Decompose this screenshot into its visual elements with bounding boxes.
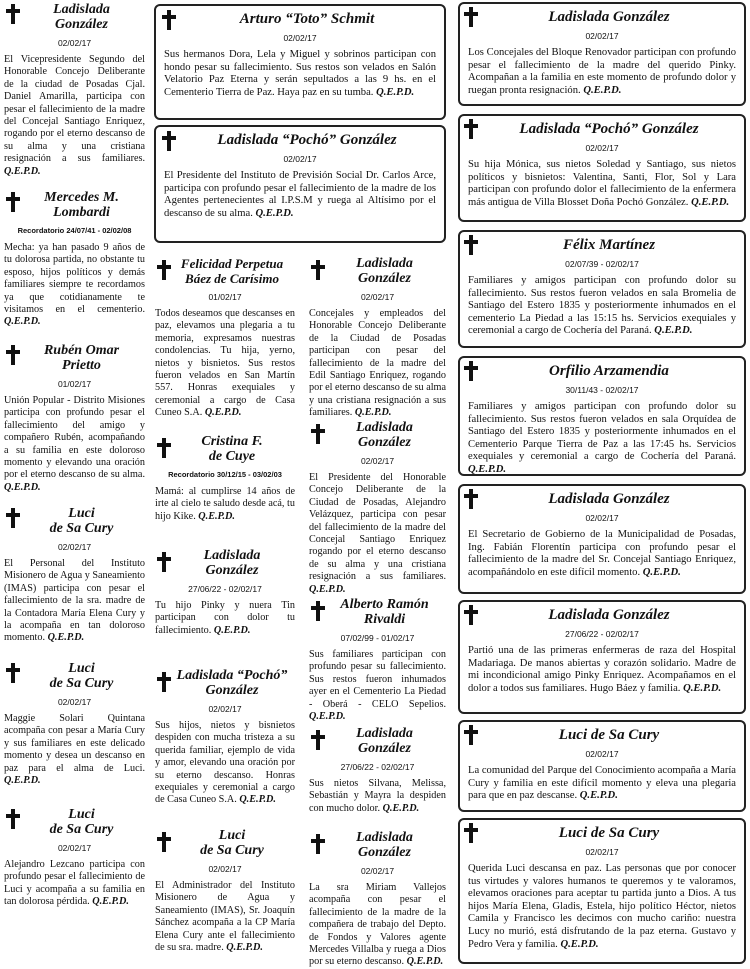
notice-signoff: Q.E.P.D. bbox=[239, 794, 276, 806]
notice-date: 27/06/22 - 02/02/17 bbox=[188, 584, 262, 594]
notice-name: Ladislada “Pochó” González bbox=[176, 668, 288, 698]
obituary-notice bbox=[309, 597, 446, 723]
cross-icon bbox=[311, 730, 325, 750]
obituary-notice bbox=[155, 668, 295, 807]
obituary-notice-boxed bbox=[458, 600, 746, 714]
notice-text bbox=[155, 880, 295, 954]
notice-text bbox=[4, 395, 145, 494]
notice-date: 02/02/17 bbox=[57, 542, 92, 552]
obituary-notice bbox=[4, 807, 145, 909]
notice-name: Orfilio Arzamendia bbox=[549, 363, 669, 379]
cross-icon bbox=[464, 823, 478, 843]
notice-name: Felicidad Perpetua Báez de Carísimo bbox=[180, 256, 284, 286]
notice-text bbox=[155, 308, 295, 420]
notice-text bbox=[309, 308, 446, 420]
notice-text bbox=[4, 713, 145, 787]
notice-signoff: Q.E.P.D. bbox=[47, 632, 85, 644]
notice-body: Todos deseamos que descanses en paz, elevamos una plegaria a tu memoria, expresamos nuestras condolencias. Tu hija, yerno, nietos y bisnietos. Sus restos fueron velados en San Martín 557. Honras exequiales y ceremonial a cargo de Casa Cuneo S.A. bbox=[155, 308, 295, 419]
notice-name: Ladislada González bbox=[356, 420, 413, 450]
notice-date: 02/02/17 bbox=[360, 866, 395, 876]
notice-signoff: Q.E.P.D. bbox=[255, 207, 294, 219]
notice-text bbox=[309, 472, 446, 596]
cross-icon bbox=[157, 832, 171, 852]
notice-body: Querida Luci descansa en paz. Las personas que por conocer tus virtudes y valores humanos te queremos y te valoramos, elevamos oraciones para aceptar tu partida junto a Dios. A tus hijos María Elena, Gladis, Estela, hijo político Héctor, nietos Camila y Francisco les decimos con mucho cariño: nuestra Lucy no murió, está disfrutando de la paz eterna. Gustavo y Pedro Vera y familia. bbox=[468, 863, 736, 950]
notice-signoff: Q.E.P.D. bbox=[583, 84, 622, 96]
notice-date: 02/02/17 bbox=[585, 143, 619, 153]
notice-text bbox=[4, 242, 145, 329]
notice-body: El Personal del Instituto Misionero de Agua y Saneamiento (IMAS) participa con pesar el fallecimiento de la sra. madre de la Contadora María Elena Cury y la acompaña en tan doloroso momento. bbox=[4, 558, 145, 644]
cross-icon bbox=[162, 10, 176, 30]
notice-name: Luci de Sa Cury bbox=[558, 825, 660, 841]
notice-text bbox=[468, 47, 736, 97]
notice-text bbox=[4, 558, 145, 645]
notice-date: 02/02/17 bbox=[585, 31, 619, 41]
obituary-notice bbox=[155, 256, 295, 420]
notice-body: El Administrador del Instituto Misionero de Agua y Saneamiento (IMAS), Sr. Joaquín Sánchez acompaña a la CP María Elena Cury ante el fallecimiento de su sra. madre. bbox=[155, 880, 295, 954]
notice-name: Cristina F. de Cuye bbox=[201, 434, 263, 464]
cross-icon bbox=[311, 424, 325, 444]
obituary-notice-boxed bbox=[458, 720, 746, 812]
obituary-notice-boxed bbox=[458, 818, 746, 964]
notice-body: El Presidente del Honorable Concejo Deliberante de la Ciudad de Posadas, Alejandro Velázquez, participa con pesar del fallecimiento de la madre del Concejal Santiago Enriquez rogando por el eterno descanso de su alma y una cristiana resignación a sus familiares. bbox=[309, 472, 446, 583]
obituary-notice-boxed bbox=[458, 230, 746, 348]
obituary-notice bbox=[4, 190, 145, 329]
obituary-notice bbox=[155, 828, 295, 954]
obituary-notice bbox=[309, 256, 446, 420]
notice-body: Alejandro Lezcano participa con profundo pesar el fallecimiento de Luci y acompaña a su familia en tan dolorosa pérdida. bbox=[4, 859, 145, 908]
obituary-notice-boxed bbox=[154, 4, 446, 120]
notice-signoff: Q.E.P.D. bbox=[376, 86, 415, 98]
notice-body: Mamá: al cumplirse 14 años de irte al cielo te saludo desde acá, tu hijo Kike. bbox=[155, 486, 295, 522]
notice-body: Sus hijos, nietos y bisnietos despiden con mucha tristeza a su querida familiar, ejemplo de vida y amor, elevando una oración por su eterno descanso. Honras exequiales y ceremonial a cargo de Casa Cuneo S.A. bbox=[155, 720, 295, 806]
notice-date: 02/02/17 bbox=[208, 864, 242, 874]
cross-icon bbox=[464, 119, 478, 139]
notice-name: Luci de Sa Cury bbox=[558, 727, 660, 743]
notice-date: 01/02/17 bbox=[208, 292, 242, 302]
notice-text bbox=[164, 170, 436, 220]
cross-icon bbox=[6, 809, 20, 829]
notice-text bbox=[468, 159, 736, 209]
notice-signoff: Q.E.P.D. bbox=[226, 942, 263, 954]
notice-text bbox=[164, 49, 436, 99]
notice-name: Ladislada González bbox=[356, 830, 413, 860]
notice-name: Ladislada González bbox=[548, 9, 670, 25]
notice-name: Ladislada “Pochó” González bbox=[217, 132, 397, 148]
notice-signoff: Q.E.P.D. bbox=[683, 682, 722, 694]
notice-body: Tu hijo Pinky y nuera Tin participan con dolor tu fallecimiento. bbox=[155, 600, 295, 636]
notice-signoff: Q.E.P.D. bbox=[654, 325, 693, 337]
notice-body: Sus familiares participan con profundo pesar su fallecimiento. Sus restos fueron inhumados ayer en el Cementerio La Piedad - Oberá - CELO Sepelios. bbox=[309, 649, 446, 710]
notice-name: Ladislada González bbox=[356, 726, 413, 756]
notice-signoff: Q.E.P.D. bbox=[354, 407, 392, 419]
notice-body: Familiares y amigos participan con profundo dolor su fallecimiento. Sus restos fueron velados en sala Bromelia de Santiago del Estero 1835 y posteriormente inhumados en el cementerio La Piedad a las 15:15 hs. Servicios exequiales y ceremonial a cargo de Cochería del Paraná. bbox=[468, 275, 736, 337]
obituary-notice-boxed bbox=[458, 114, 746, 222]
obituary-notice bbox=[309, 830, 446, 969]
notice-body: Partió una de las primeras enfermeras de raza del Hospital Madariaga. De manos abiertas y corazón solidario. Madre de mi incondicional amigo Pinky Enriquez. Acompañamos en el dolor a todos sus familiares. Hugo Báez y familia. bbox=[468, 645, 736, 694]
notice-date: 02/02/17 bbox=[283, 154, 317, 164]
notice-signoff: Q.E.P.D. bbox=[309, 583, 346, 595]
obituary-notice bbox=[4, 506, 145, 645]
notice-signoff: Q.E.P.D. bbox=[579, 790, 618, 802]
notice-date: 02/02/17 bbox=[208, 704, 242, 714]
notice-signoff: Q.E.P.D. bbox=[468, 463, 507, 475]
notice-date: 02/02/17 bbox=[585, 749, 619, 759]
notice-date: 02/02/17 bbox=[57, 697, 92, 707]
obituary-notice bbox=[4, 343, 145, 494]
notice-body: Su hija Mónica, sus nietos Soledad y Santiago, sus nietos políticos y bisnietos: Valentina, Santi, Flor, Sol y Lara participan con profundo dolor el fallecimiento de la enfermera más antigua de Villa Blosset Doña Pochó González. bbox=[468, 159, 736, 208]
obituary-notice-boxed bbox=[458, 356, 746, 476]
notice-date: 02/02/17 bbox=[57, 843, 92, 853]
cross-icon bbox=[6, 508, 20, 528]
obituary-notice bbox=[155, 548, 295, 637]
obituary-notice bbox=[4, 661, 145, 787]
notice-name: Ladislada “Pochó” González bbox=[519, 121, 699, 137]
notice-name: Ladislada González bbox=[548, 607, 670, 623]
notice-date: 02/02/17 bbox=[283, 33, 317, 43]
notice-signoff: Q.E.P.D. bbox=[4, 316, 41, 328]
notice-date: 02/02/17 bbox=[360, 292, 395, 302]
obituary-notice bbox=[309, 420, 446, 596]
notice-body: Sus hermanos Dora, Lela y Miguel y sobrinos participan con hondo pesar su fallecimiento. Sus restos son velados en Salón Velatorio Paz Eterna y serán sepultados a las 9 hs. en el Cementerio Tierra de Paz. Haya paz en su tumba. bbox=[164, 49, 436, 98]
notice-body: El Vicepresidente Segundo del Honorable Concejo Deliberante de la ciudad de Posadas Cjal. Daniel Amarilla, participa con pesar el fallecimiento de la madre del Concejal Santiago Enriquez, rogando por el eterno descanso de su alma y una cristiana resignación a sus familiares. bbox=[4, 54, 145, 165]
notice-name: Rubén Omar Prietto bbox=[43, 343, 120, 373]
cross-icon bbox=[6, 192, 20, 212]
notice-signoff: Q.E.P.D. bbox=[406, 956, 444, 968]
obituary-notice bbox=[309, 726, 446, 815]
notice-body: Sus nietos Silvana, Melissa, Sebastián y Mayra la despiden con mucho dolor. bbox=[309, 778, 446, 814]
notice-body: Concejales y empleados del Honorable Concejo Deliberante de la Ciudad de Posadas participan con pesar del fallecimiento de la madre del Edil Santiago Enriquez, rogando por el eterno descanso de su alma y una cristiana resignación a sus familiares. bbox=[309, 308, 446, 419]
cross-icon bbox=[311, 260, 325, 280]
obituary-notice-boxed bbox=[458, 2, 746, 106]
notice-text bbox=[309, 649, 446, 723]
notice-text bbox=[468, 275, 736, 338]
cross-icon bbox=[157, 260, 171, 280]
notice-text bbox=[468, 401, 736, 477]
notice-name: Ladislada González bbox=[548, 491, 670, 507]
notice-name: Luci de Sa Cury bbox=[200, 828, 264, 858]
notice-signoff: Q.E.P.D. bbox=[560, 938, 599, 950]
obituary-notice-boxed bbox=[458, 484, 746, 594]
notice-text bbox=[4, 859, 145, 909]
cross-icon bbox=[464, 7, 478, 27]
notice-text bbox=[309, 882, 446, 969]
notice-body: Maggie Solari Quintana acompaña con pesar a María Cury y sus familiares en este delicado momento y desea un descanso en paz para el alma de Luci. bbox=[4, 713, 145, 774]
cross-icon bbox=[464, 235, 478, 255]
cross-icon bbox=[157, 438, 171, 458]
obituary-notice-boxed bbox=[154, 125, 446, 243]
notice-date: 02/02/17 bbox=[360, 456, 395, 466]
cross-icon bbox=[162, 131, 176, 151]
notice-body: La comunidad del Parque del Conocimiento acompaña a María Cury y familia en este difícil momento y eleva una plegaria para que en paz descanse. bbox=[468, 765, 736, 802]
notice-body: El Secretario de Gobierno de la Municipalidad de Posadas, Ing. Fabián Florentín participa con profundo pesar el fallecimiento de la madre del Sr. Concejal Santiago Enriquez, acompañándolo en este difícil momento. bbox=[468, 529, 736, 578]
cross-icon bbox=[6, 345, 20, 365]
cross-icon bbox=[311, 834, 325, 854]
notice-name: Ladislada González bbox=[53, 2, 110, 32]
notice-name: Arturo “Toto” Schmit bbox=[239, 11, 375, 27]
notice-signoff: Q.E.P.D. bbox=[198, 510, 235, 522]
notice-date: 01/02/17 bbox=[57, 379, 92, 389]
cross-icon bbox=[464, 605, 478, 625]
notice-text bbox=[468, 529, 736, 579]
notice-signoff: Q.E.P.D. bbox=[92, 896, 129, 908]
notice-signoff: Q.E.P.D. bbox=[204, 407, 242, 419]
notice-name: Luci de Sa Cury bbox=[49, 661, 114, 691]
notice-text bbox=[155, 600, 295, 637]
notice-body: El Presidente del Instituto de Previsión Social Dr. Carlos Arce, participa con profundo pesar el fallecimiento de la madre de los Agentes pertenecientes al I.P.S.M y ruega al Altísimo por el descanso de su alma. bbox=[164, 170, 436, 219]
notice-signoff: Q.E.P.D. bbox=[4, 165, 41, 177]
notice-signoff: Q.E.P.D. bbox=[382, 802, 420, 814]
notice-body: Los Concejales del Bloque Renovador participan con profundo pesar el fallecimiento de la madre del querido Pinky. Acompañan a la familia en este momento de profundo dolor y ruegan pronta resignación. bbox=[468, 47, 736, 96]
notice-date: Recordatorio 30/12/15 - 03/02/03 bbox=[168, 470, 282, 479]
notice-name: Luci de Sa Cury bbox=[49, 807, 114, 837]
notice-date: 02/02/17 bbox=[585, 513, 619, 523]
notice-date: 07/02/99 - 01/02/17 bbox=[340, 633, 415, 643]
notice-signoff: Q.E.P.D. bbox=[4, 481, 41, 493]
notice-date: 02/02/17 bbox=[57, 38, 92, 48]
notice-date: 30/11/43 - 02/02/17 bbox=[565, 385, 639, 395]
notice-text bbox=[468, 765, 736, 803]
notice-date: 27/06/22 - 02/02/17 bbox=[565, 629, 639, 639]
cross-icon bbox=[464, 361, 478, 381]
notice-text bbox=[468, 645, 736, 695]
notice-name: Ladislada González bbox=[356, 256, 413, 286]
notice-signoff: Q.E.P.D. bbox=[4, 775, 41, 787]
notice-body: La sra Miriam Vallejos acompaña con pesar el fallecimiento de la madre de la compañera de trabajo del Depto. de Fondos y Valores agente Mercedes Villalba y ruega a Dios por su eterno descanso. bbox=[309, 882, 446, 968]
notice-date: 02/02/17 bbox=[585, 847, 619, 857]
notice-body: Familiares y amigos participan con profundo dolor su fallecimiento. Sus restos fueron velados en sala Orquídea de Santiago del Estero 1835 y posteriormente inhumados en el Cementerio Parque Tierra de Paz a las 17:45 hs. Servicios exequiales y ceremonial a cargo de Cochería del Paraná. bbox=[468, 401, 736, 463]
notice-name: Ladislada González bbox=[203, 548, 261, 578]
cross-icon bbox=[157, 552, 171, 572]
notice-body: Unión Popular - Distrito Misiones participa con profundo pesar el fallecimiento del amigo y compañero Rubén, acompañando a su familia en este doloroso momento y elevando una oración por el eterno descanso de su alma. bbox=[4, 395, 145, 481]
notice-date: 02/07/39 - 02/02/17 bbox=[565, 259, 639, 269]
cross-icon bbox=[6, 663, 20, 683]
cross-icon bbox=[464, 489, 478, 509]
notice-date: Recordatorio 24/07/41 - 02/02/08 bbox=[17, 226, 132, 235]
notice-text bbox=[468, 863, 736, 951]
obituary-notice bbox=[155, 434, 295, 523]
notice-date: 27/06/22 - 02/02/17 bbox=[340, 762, 415, 772]
notice-name: Mercedes M. Lombardi bbox=[44, 190, 119, 220]
cross-icon bbox=[157, 672, 171, 692]
cross-icon bbox=[311, 601, 325, 621]
notice-signoff: Q.E.P.D. bbox=[213, 624, 251, 636]
notice-text bbox=[155, 486, 295, 523]
notice-name: Alberto Ramón Rivaldi bbox=[340, 597, 429, 627]
notice-text bbox=[4, 54, 145, 178]
cross-icon bbox=[6, 4, 20, 24]
notice-signoff: Q.E.P.D. bbox=[691, 196, 730, 208]
obituary-notice bbox=[4, 2, 145, 178]
notice-signoff: Q.E.P.D. bbox=[642, 566, 681, 578]
notice-signoff: Q.E.P.D. bbox=[309, 711, 346, 723]
cross-icon bbox=[464, 725, 478, 745]
notice-name: Félix Martínez bbox=[562, 237, 656, 253]
notice-name: Luci de Sa Cury bbox=[49, 506, 114, 536]
notice-text bbox=[309, 778, 446, 815]
notice-text bbox=[155, 720, 295, 807]
notice-body: Mecha: ya han pasado 9 años de tu dolorosa partida, no obstante tu esposo, hijos políticos y demás familiares siempre te recordamos ya que cotidianamente te visitamos en el cementerio. bbox=[4, 242, 145, 316]
